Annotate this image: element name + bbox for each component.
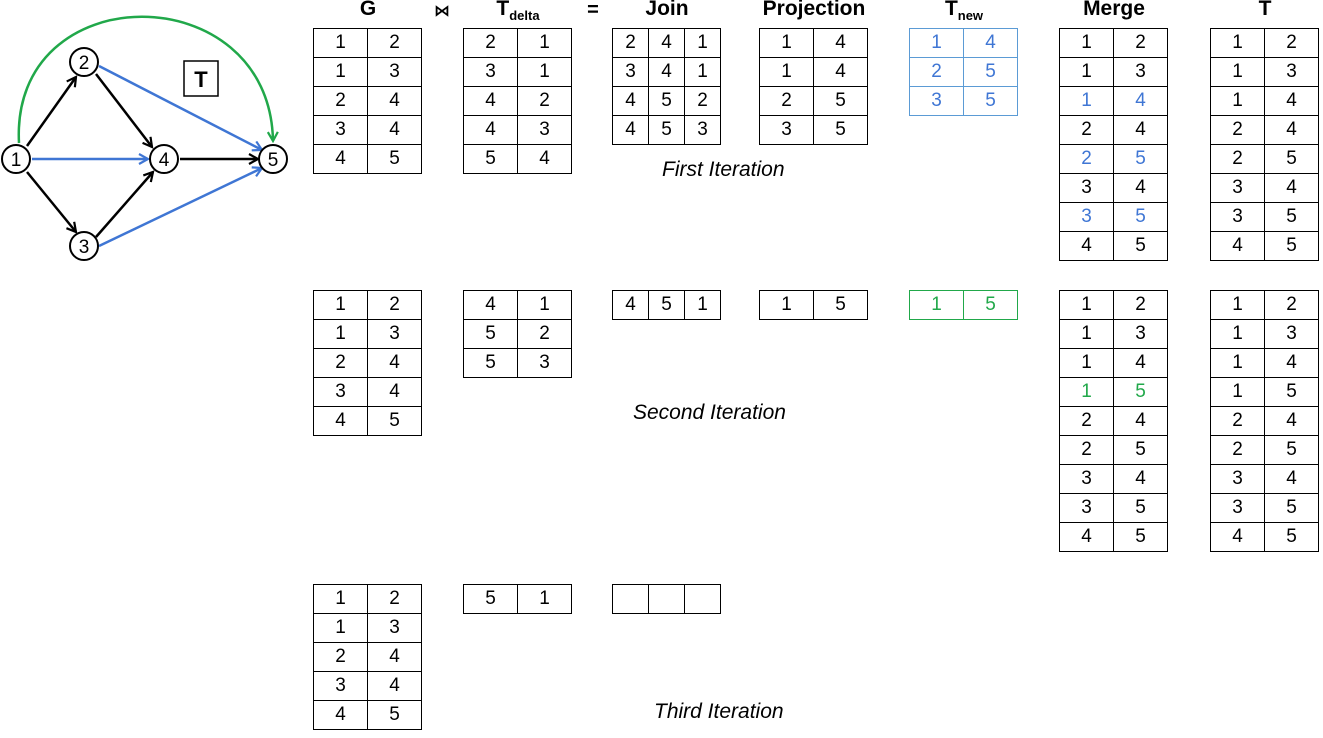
table-cell: 3 — [1114, 58, 1168, 87]
table-row — [314, 58, 422, 87]
table-row — [1211, 291, 1319, 320]
table-cell: 4 — [1114, 465, 1168, 494]
table-cell: 4 — [1265, 87, 1319, 116]
table-cell: 4 — [368, 672, 422, 701]
table-row — [910, 291, 1018, 320]
table-row — [1060, 378, 1168, 407]
table-row — [910, 29, 1018, 58]
table-row — [760, 58, 868, 87]
table-cell: 2 — [760, 87, 814, 116]
table-cell: 3 — [685, 116, 721, 145]
table-g-iter2 — [313, 290, 422, 436]
table-row — [1211, 145, 1319, 174]
table-row — [1211, 29, 1319, 58]
table-cell: 2 — [1060, 116, 1114, 145]
table-cell: 4 — [314, 145, 368, 174]
table-cell: 1 — [685, 291, 721, 320]
table-cell: 2 — [1265, 291, 1319, 320]
table-row — [1211, 116, 1319, 145]
table-row — [1060, 291, 1168, 320]
table-row — [464, 58, 572, 87]
table-cell: 3 — [1060, 494, 1114, 523]
table-cell: 3 — [314, 116, 368, 145]
table-row — [1060, 494, 1168, 523]
table-cell: 1 — [1211, 320, 1265, 349]
table-cell: 1 — [314, 29, 368, 58]
table-cell: 1 — [518, 291, 572, 320]
join-symbol: ⋈ — [434, 3, 450, 20]
table-row — [1211, 349, 1319, 378]
table-row — [1211, 232, 1319, 261]
table-cell: 5 — [1114, 232, 1168, 261]
header-join: Join — [645, 0, 689, 20]
table-cell: 5 — [1265, 145, 1319, 174]
table-row — [1060, 87, 1168, 116]
node-5 — [259, 145, 287, 173]
table-row — [464, 349, 572, 378]
table-cell: 5 — [1265, 203, 1319, 232]
table-projection-iter2 — [759, 290, 868, 320]
svg-text:3: 3 — [78, 237, 90, 258]
table-cell: 5 — [1114, 523, 1168, 552]
table-row — [1211, 58, 1319, 87]
table-row — [613, 291, 721, 320]
table-row — [314, 643, 422, 672]
table-cell: 4 — [613, 291, 649, 320]
table-cell: 3 — [518, 116, 572, 145]
table-cell: 3 — [464, 58, 518, 87]
table-cell: 5 — [1265, 523, 1319, 552]
table-cell: 3 — [1211, 465, 1265, 494]
node-4 — [150, 145, 178, 173]
table-cell: 5 — [1114, 436, 1168, 465]
table-cell: 1 — [314, 585, 368, 614]
table-cell: 4 — [368, 87, 422, 116]
table-row — [314, 585, 422, 614]
table-row — [1211, 87, 1319, 116]
svg-text:T: T — [194, 67, 208, 92]
table-join-iter3 — [612, 584, 721, 614]
header-g: G — [359, 0, 377, 20]
table-row — [314, 87, 422, 116]
table-cell: 4 — [1265, 116, 1319, 145]
node-3 — [70, 232, 98, 260]
table-row — [1060, 29, 1168, 58]
table-cell: 1 — [685, 58, 721, 87]
table-row — [1211, 203, 1319, 232]
table-cell: 5 — [464, 585, 518, 614]
table-cell: 5 — [814, 116, 868, 145]
table-cell — [685, 585, 721, 614]
table-row — [314, 701, 422, 730]
svg-text:1: 1 — [10, 150, 22, 171]
table-cell: 5 — [1114, 378, 1168, 407]
table-cell: 5 — [649, 291, 685, 320]
table-cell: 2 — [518, 320, 572, 349]
table-cell: 1 — [760, 29, 814, 58]
table-cell: 2 — [1114, 29, 1168, 58]
table-cell: 5 — [814, 291, 868, 320]
table-cell: 2 — [1060, 145, 1114, 174]
table-cell: 3 — [1211, 203, 1265, 232]
table-cell — [649, 585, 685, 614]
table-row — [1060, 145, 1168, 174]
table-cell: 3 — [1060, 465, 1114, 494]
table-cell: 1 — [1211, 349, 1265, 378]
table-cell: 2 — [314, 87, 368, 116]
table-row — [1060, 436, 1168, 465]
table-row — [464, 29, 572, 58]
table-cell: 1 — [1211, 378, 1265, 407]
table-row — [314, 349, 422, 378]
table-cell: 2 — [314, 643, 368, 672]
table-cell: 5 — [368, 701, 422, 730]
node-1 — [2, 145, 30, 173]
table-cell: 5 — [964, 291, 1018, 320]
header-merge: Merge — [1083, 0, 1145, 20]
header-t: T — [1258, 0, 1272, 20]
table-row — [1211, 378, 1319, 407]
table-cell: 1 — [314, 320, 368, 349]
table-cell: 5 — [1114, 494, 1168, 523]
table-cell: 4 — [464, 87, 518, 116]
table-cell: 4 — [368, 349, 422, 378]
table-row — [464, 320, 572, 349]
table-g-iter3 — [313, 584, 422, 730]
table-cell: 5 — [1265, 232, 1319, 261]
table-cell: 5 — [368, 145, 422, 174]
table-row — [464, 291, 572, 320]
table-cell: 5 — [464, 145, 518, 174]
svg-text:2: 2 — [78, 53, 90, 74]
table-tnew-iter2 — [909, 290, 1018, 320]
table-cell: 1 — [518, 585, 572, 614]
table-cell: 3 — [518, 349, 572, 378]
table-row — [1211, 523, 1319, 552]
table-cell: 4 — [368, 643, 422, 672]
table-cell: 3 — [613, 58, 649, 87]
edge-3-4 — [96, 172, 153, 237]
table-tdelta-iter3 — [463, 584, 572, 614]
table-cell: 5 — [1265, 378, 1319, 407]
table-row — [1060, 58, 1168, 87]
table-row — [1211, 465, 1319, 494]
table-row — [314, 116, 422, 145]
table-cell: 5 — [1114, 145, 1168, 174]
table-cell: 4 — [649, 58, 685, 87]
table-row — [464, 585, 572, 614]
table-cell: 4 — [1211, 232, 1265, 261]
table-row — [760, 29, 868, 58]
table-cell: 4 — [613, 87, 649, 116]
table-cell: 2 — [1211, 436, 1265, 465]
table-cell: 1 — [1060, 291, 1114, 320]
table-row — [314, 320, 422, 349]
svg-text:5: 5 — [267, 150, 279, 171]
table-row — [1060, 116, 1168, 145]
table-tdelta-iter1 — [463, 28, 572, 174]
table-cell: 5 — [464, 349, 518, 378]
table-g-iter1 — [313, 28, 422, 174]
table-cell: 1 — [685, 29, 721, 58]
table-join-iter2 — [612, 290, 721, 320]
table-tnew-iter1 — [909, 28, 1018, 116]
table-cell: 3 — [368, 614, 422, 643]
table-cell: 1 — [1211, 29, 1265, 58]
table-cell: 1 — [314, 614, 368, 643]
table-cell: 2 — [1211, 407, 1265, 436]
table-cell: 1 — [760, 291, 814, 320]
edge-2-4 — [96, 74, 152, 147]
table-cell: 3 — [1265, 320, 1319, 349]
table-row — [1211, 407, 1319, 436]
table-cell: 3 — [910, 87, 964, 116]
table-cell: 4 — [1265, 465, 1319, 494]
table-cell: 2 — [1265, 29, 1319, 58]
table-t-iter2 — [1210, 290, 1319, 552]
equals-symbol: = — [587, 0, 599, 21]
table-row — [613, 585, 721, 614]
table-tdelta-iter2 — [463, 290, 572, 378]
table-cell: 4 — [464, 291, 518, 320]
table-cell: 4 — [1211, 523, 1265, 552]
table-cell: 2 — [910, 58, 964, 87]
table-cell: 1 — [1060, 87, 1114, 116]
table-cell: 1 — [1211, 291, 1265, 320]
table-t-iter1 — [1210, 28, 1319, 261]
table-row — [314, 29, 422, 58]
table-join-iter1 — [612, 28, 721, 145]
table-cell: 4 — [1114, 116, 1168, 145]
table-row — [1060, 232, 1168, 261]
table-cell: 5 — [964, 58, 1018, 87]
table-cell: 2 — [1211, 116, 1265, 145]
table-cell: 4 — [314, 701, 368, 730]
table-cell: 4 — [368, 116, 422, 145]
table-cell: 4 — [1114, 349, 1168, 378]
table-cell: 2 — [368, 291, 422, 320]
table-row — [464, 116, 572, 145]
table-cell: 3 — [1060, 203, 1114, 232]
edge-1-5 — [19, 17, 273, 143]
table-cell — [613, 585, 649, 614]
table-row — [314, 145, 422, 174]
table-row — [1060, 203, 1168, 232]
table-row — [1060, 174, 1168, 203]
table-cell: 4 — [814, 58, 868, 87]
table-merge-iter1 — [1059, 28, 1168, 261]
table-row — [1211, 320, 1319, 349]
table-row — [760, 116, 868, 145]
table-row — [314, 672, 422, 701]
table-cell: 5 — [464, 320, 518, 349]
table-cell: 1 — [1211, 87, 1265, 116]
table-row — [314, 378, 422, 407]
table-cell: 2 — [314, 349, 368, 378]
table-row — [613, 58, 721, 87]
table-cell: 4 — [1114, 87, 1168, 116]
svg-text:4: 4 — [158, 150, 170, 171]
table-cell: 1 — [1211, 58, 1265, 87]
table-cell: 4 — [1060, 232, 1114, 261]
table-cell: 3 — [368, 320, 422, 349]
table-cell: 5 — [1265, 494, 1319, 523]
table-cell: 1 — [910, 291, 964, 320]
table-row — [910, 58, 1018, 87]
table-cell: 2 — [518, 87, 572, 116]
table-cell: 1 — [1060, 29, 1114, 58]
table-cell: 5 — [649, 87, 685, 116]
table-cell: 2 — [685, 87, 721, 116]
table-row — [314, 291, 422, 320]
edge-1-2 — [27, 77, 76, 146]
table-cell: 5 — [649, 116, 685, 145]
table-cell: 4 — [314, 407, 368, 436]
table-cell: 2 — [464, 29, 518, 58]
table-cell: 3 — [314, 378, 368, 407]
table-cell: 1 — [314, 291, 368, 320]
table-cell: 3 — [1211, 174, 1265, 203]
table-cell: 2 — [1211, 145, 1265, 174]
graph-diagram — [0, 0, 300, 275]
table-cell: 4 — [1265, 349, 1319, 378]
table-row — [760, 291, 868, 320]
table-cell: 3 — [1211, 494, 1265, 523]
table-row — [464, 87, 572, 116]
table-cell: 4 — [814, 29, 868, 58]
table-row — [1060, 349, 1168, 378]
table-cell: 2 — [1060, 436, 1114, 465]
table-row — [910, 87, 1018, 116]
table-cell: 4 — [1265, 174, 1319, 203]
node-2 — [70, 48, 98, 76]
table-cell: 5 — [964, 87, 1018, 116]
table-cell: 4 — [1265, 407, 1319, 436]
table-cell: 1 — [910, 29, 964, 58]
iteration-label-second: Second Iteration — [633, 401, 786, 424]
table-cell: 1 — [1060, 349, 1114, 378]
table-row — [1211, 436, 1319, 465]
table-merge-iter2 — [1059, 290, 1168, 552]
table-cell: 4 — [613, 116, 649, 145]
table-cell: 4 — [1114, 407, 1168, 436]
table-cell: 2 — [613, 29, 649, 58]
table-row — [1060, 465, 1168, 494]
table-projection-iter1 — [759, 28, 868, 145]
header-tdelta: $T_{delta}$ — [496, 0, 540, 23]
table-cell: 2 — [368, 585, 422, 614]
table-cell: 3 — [1060, 174, 1114, 203]
table-cell: 3 — [760, 116, 814, 145]
table-row — [613, 116, 721, 145]
table-row — [314, 407, 422, 436]
table-cell: 5 — [1265, 436, 1319, 465]
table-cell: 4 — [518, 145, 572, 174]
table-cell: 4 — [464, 116, 518, 145]
table-row — [760, 87, 868, 116]
edge-1-3 — [27, 172, 76, 232]
table-row — [613, 29, 721, 58]
table-cell: 1 — [1060, 378, 1114, 407]
table-cell: 3 — [1114, 320, 1168, 349]
table-row — [1211, 174, 1319, 203]
table-cell: 5 — [1114, 203, 1168, 232]
table-cell: 4 — [368, 378, 422, 407]
table-cell: 3 — [314, 672, 368, 701]
table-cell: 1 — [1060, 320, 1114, 349]
iteration-label-third: Third Iteration — [654, 700, 784, 723]
iteration-label-first: First Iteration — [662, 158, 785, 181]
table-cell: 4 — [649, 29, 685, 58]
table-row — [1060, 407, 1168, 436]
table-cell: 5 — [814, 87, 868, 116]
table-row — [314, 614, 422, 643]
table-cell: 1 — [1060, 58, 1114, 87]
table-cell: 1 — [518, 29, 572, 58]
table-row — [613, 87, 721, 116]
table-cell: 2 — [1060, 407, 1114, 436]
header-tnew: $T_{new}$ — [944, 0, 984, 23]
table-row — [1211, 494, 1319, 523]
table-cell: 3 — [368, 58, 422, 87]
table-cell: 4 — [1114, 174, 1168, 203]
header-projection: Projection — [762, 0, 866, 20]
graph-label-box — [184, 61, 218, 96]
table-cell: 5 — [368, 407, 422, 436]
table-cell: 4 — [1060, 523, 1114, 552]
table-cell: 4 — [964, 29, 1018, 58]
table-cell: 1 — [314, 58, 368, 87]
table-cell: 3 — [1265, 58, 1319, 87]
table-cell: 1 — [518, 58, 572, 87]
table-cell: 2 — [1114, 291, 1168, 320]
table-cell: 2 — [368, 29, 422, 58]
table-row — [464, 145, 572, 174]
table-row — [1060, 320, 1168, 349]
table-row — [1060, 523, 1168, 552]
table-cell: 1 — [760, 58, 814, 87]
